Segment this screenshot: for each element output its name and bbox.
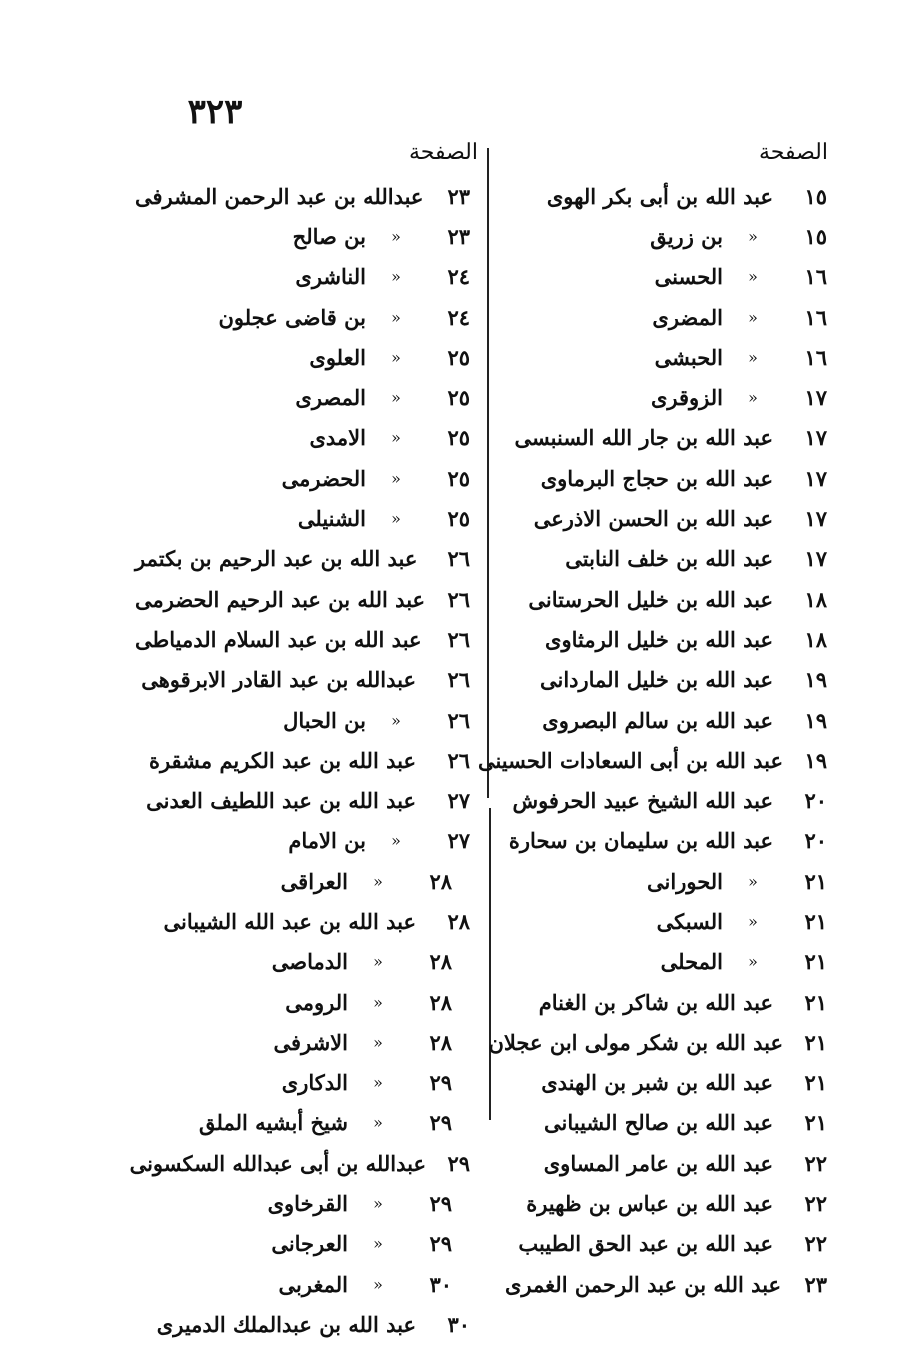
index-entry (135, 780, 470, 820)
entry-name: المغربى (278, 1271, 348, 1297)
ditto-mark: « (748, 226, 758, 246)
index-entry (505, 176, 827, 216)
entry-name: عبد الله بن عبد الله الشيبانى (163, 908, 416, 934)
index-entry (135, 579, 470, 619)
entry-page-number: ٢٨ (429, 1029, 452, 1055)
entry-page-number: ٢٧ (447, 788, 470, 814)
entry-page-number: ٢٣ (447, 183, 470, 209)
entry-name: عبدالله بن أبى عبدالله السكسونى (129, 1150, 426, 1176)
index-entry (505, 216, 827, 256)
entry-name: بن صالح (292, 223, 366, 249)
entry-page-number: ٢٥ (447, 465, 470, 491)
entry-name: بن قاضى عجلون (218, 304, 366, 330)
entry-name: الزوقرى (650, 385, 723, 411)
entry-page-number: ٢١ (804, 1070, 827, 1096)
ditto-mark: « (748, 307, 758, 327)
ditto-mark: « (373, 1032, 383, 1052)
index-entry (505, 1103, 827, 1143)
index-entry (488, 1022, 827, 1062)
entry-page-number: ١٧ (804, 385, 827, 411)
entry-name: الحسنى (654, 264, 723, 290)
index-entry (505, 257, 827, 297)
entry-name: عبد الله بن عبد الرحيم بن بكتمر (135, 546, 418, 572)
entry-page-number: ٢٩ (429, 1231, 452, 1257)
index-entry (505, 539, 827, 579)
entry-name: الحورانى (647, 868, 723, 894)
right-column (477, 176, 827, 1304)
entry-page-number: ١٨ (804, 626, 827, 652)
index-entry (505, 660, 827, 700)
entry-name: الامدى (309, 425, 366, 451)
ditto-mark: « (391, 509, 401, 529)
index-entry (135, 619, 470, 659)
entry-page-number: ٢٢ (804, 1231, 827, 1257)
entry-page-number: ١٨ (804, 586, 827, 612)
entry-name: عبد الله بن سالم البصروى (542, 707, 773, 733)
index-entry (135, 821, 470, 861)
entry-page-number: ١٧ (804, 546, 827, 572)
entry-page-number: ١٩ (804, 667, 827, 693)
entry-name: عبد الله بن الحسن الاذرعى (533, 506, 773, 532)
ditto-mark: « (373, 1274, 383, 1294)
ditto-mark: « (373, 1234, 383, 1254)
index-entry (505, 1143, 827, 1183)
entry-name: عبد الله بن خليل الرمثاوى (545, 626, 773, 652)
entry-name: عبد الله بن عبد الكريم مشقرة (148, 747, 416, 773)
entry-page-number: ٢٠ (804, 788, 827, 814)
index-entry (505, 821, 827, 861)
entry-page-number: ٢٦ (447, 747, 470, 773)
entry-page-number: ١٦ (804, 344, 827, 370)
entry-name: بن الحبال (283, 707, 366, 733)
index-entry (505, 942, 827, 982)
index-entry (135, 1022, 470, 1062)
left-column (129, 176, 470, 1345)
ditto-mark: « (391, 226, 401, 246)
index-entry (505, 619, 827, 659)
entry-name: العرجانى (271, 1231, 348, 1257)
entry-name: الدماصى (271, 949, 348, 975)
ditto-mark: « (391, 710, 401, 730)
entry-name: الحبشى (654, 344, 723, 370)
index-entry (135, 700, 470, 740)
entry-name: عبد الله بن شاكر بن الغنام (538, 989, 773, 1015)
entry-name: عبد الله بن خليل الحرستانى (528, 586, 773, 612)
ditto-mark: « (748, 267, 758, 287)
entry-page-number: ٢٩ (429, 1070, 452, 1096)
entry-name: عبد الله الشيخ عبيد الحرفوش (512, 788, 773, 814)
entry-name: شيخ أبشيه الملق (199, 1110, 348, 1136)
index-entry (505, 982, 827, 1022)
index-entry (505, 861, 827, 901)
left-column-header: الصفحة (408, 140, 478, 165)
entry-page-number: ٢٣ (447, 223, 470, 249)
entry-name: عبد الله بن عبد الحق الطيبب (518, 1231, 773, 1257)
index-entry (135, 1103, 470, 1143)
entry-name: عبد الله بن عبد الرحيم الحضرمى (135, 586, 426, 612)
entry-name: المضرى (652, 304, 723, 330)
index-entry (135, 216, 470, 256)
entry-page-number: ٢٤ (447, 304, 470, 330)
index-entry (505, 1183, 827, 1223)
index-entry (135, 539, 470, 579)
ditto-mark: « (373, 992, 383, 1012)
ditto-mark: « (391, 468, 401, 488)
entry-page-number: ٢٢ (804, 1150, 827, 1176)
index-entry (505, 901, 827, 941)
entry-name: عبد الله بن حجاج البرماوى (540, 465, 773, 491)
entry-name: بن زريق (650, 223, 723, 249)
entry-page-number: ٢٠ (804, 828, 827, 854)
entry-name: الاشرفى (273, 1029, 348, 1055)
index-entry (135, 1304, 470, 1344)
entry-page-number: ٢١ (804, 949, 827, 975)
entry-page-number: ١٦ (804, 304, 827, 330)
index-entry (505, 700, 827, 740)
entry-page-number: ٢٧ (447, 828, 470, 854)
index-entry (135, 1224, 470, 1264)
index-entry (505, 337, 827, 377)
entry-name: عبد الله بن عبد اللطيف العدنى (146, 788, 416, 814)
column-divider (487, 148, 489, 798)
ditto-mark: « (373, 1194, 383, 1214)
entry-page-number: ١٧ (804, 465, 827, 491)
entry-name: عبد الله بن صالح الشيبانى (544, 1110, 773, 1136)
entry-name: عبد الله بن عامر المساوى (543, 1150, 773, 1176)
entry-name: القرخاوى (267, 1191, 348, 1217)
index-entry (135, 176, 470, 216)
entry-page-number: ٢١ (804, 908, 827, 934)
ditto-mark: « (373, 952, 383, 972)
index-entry (129, 1143, 470, 1183)
entry-name: عبد الله بن عباس بن ظهيرة (526, 1191, 773, 1217)
ditto-mark: « (391, 831, 401, 851)
entry-name: بن الامام (288, 828, 366, 854)
entry-name: عبد الله بن أبى السعادات الحسينى (477, 747, 783, 773)
entry-name: عبد الله بن عبد السلام الدمياطى (135, 626, 422, 652)
index-entry (477, 740, 827, 780)
entry-name: عبد الله بن أبى بكر الهوى (546, 183, 773, 209)
ditto-mark: « (391, 307, 401, 327)
entry-name: عبد الله بن شكر مولى ابن عجلان (488, 1029, 783, 1055)
entry-page-number: ١٥ (804, 183, 827, 209)
index-entry (505, 297, 827, 337)
ditto-mark: « (748, 911, 758, 931)
entry-name: عبد الله بن جار الله السنبسى (514, 425, 773, 451)
entry-page-number: ٢٦ (447, 626, 470, 652)
ditto-mark: « (748, 347, 758, 367)
entry-page-number: ٢٥ (447, 344, 470, 370)
index-entry (135, 1183, 470, 1223)
column-divider (489, 808, 491, 1120)
index-entry (505, 1063, 827, 1103)
ditto-mark: « (748, 871, 758, 891)
ditto-mark: « (391, 428, 401, 448)
ditto-mark: « (373, 1113, 383, 1133)
entry-page-number: ١٩ (804, 707, 827, 733)
entry-name: المصرى (295, 385, 366, 411)
index-entry (135, 458, 470, 498)
index-entry (135, 1063, 470, 1103)
index-entry (505, 418, 827, 458)
index-entry (505, 1224, 827, 1264)
entry-page-number: ٢٦ (447, 707, 470, 733)
ditto-mark: « (373, 871, 383, 891)
entry-page-number: ٢٦ (447, 586, 470, 612)
entry-name: العراقى (280, 868, 348, 894)
index-entry (505, 498, 827, 538)
entry-page-number: ٢٨ (429, 868, 452, 894)
entry-page-number: ٢٨ (429, 989, 452, 1015)
entry-page-number: ٢٦ (447, 667, 470, 693)
entry-page-number: ٢٥ (447, 385, 470, 411)
entry-page-number: ٣٠ (429, 1271, 452, 1297)
entry-name: عبد الله بن خليل الماردانى (539, 667, 773, 693)
entry-page-number: ٢٥ (447, 506, 470, 532)
index-entry (135, 257, 470, 297)
entry-page-number: ٢٥ (447, 425, 470, 451)
entry-name: عبد الله بن شبر بن الهندى (541, 1070, 773, 1096)
entry-name: عبد الله بن خلف النابتى (565, 546, 773, 572)
entry-page-number: ١٧ (804, 506, 827, 532)
entry-page-number: ٢٣ (804, 1271, 827, 1297)
entry-name: عبدالله بن عبد القادر الابرقوهى (141, 667, 416, 693)
entry-name: عبد الله بن عبدالملك الدميرى (156, 1311, 416, 1337)
index-entry (135, 418, 470, 458)
index-entry (135, 740, 470, 780)
index-entry (505, 458, 827, 498)
entry-name: الشنيلى (297, 506, 366, 532)
index-entry (505, 1264, 827, 1304)
ditto-mark: « (748, 952, 758, 972)
index-entry (135, 901, 470, 941)
entry-name: الدكارى (281, 1070, 348, 1096)
entry-page-number: ٢٨ (429, 949, 452, 975)
ditto-mark: « (748, 388, 758, 408)
index-entry (135, 942, 470, 982)
entry-page-number: ١٥ (804, 223, 827, 249)
index-entry (135, 660, 470, 700)
ditto-mark: « (391, 388, 401, 408)
index-entry (135, 377, 470, 417)
entry-page-number: ٢١ (804, 989, 827, 1015)
entry-name: عبد الله بن سليمان بن سحارة (508, 828, 773, 854)
entry-name: الناشرى (295, 264, 366, 290)
entry-page-number: ٢٩ (429, 1191, 452, 1217)
ditto-mark: « (391, 267, 401, 287)
entry-name: المحلى (660, 949, 723, 975)
right-column-header: الصفحة (758, 140, 828, 165)
ditto-mark: « (391, 347, 401, 367)
entry-page-number: ٢١ (804, 1029, 827, 1055)
entry-page-number: ٢٨ (447, 908, 470, 934)
entry-name: السبكى (656, 908, 723, 934)
index-entry (135, 498, 470, 538)
entry-page-number: ٢٩ (447, 1150, 470, 1176)
entry-page-number: ٢٢ (804, 1191, 827, 1217)
entry-page-number: ٣٠ (447, 1311, 470, 1337)
entry-name: العلوى (309, 344, 366, 370)
index-entry (135, 982, 470, 1022)
entry-page-number: ١٧ (804, 425, 827, 451)
index-entry (505, 579, 827, 619)
entry-page-number: ٢٤ (447, 264, 470, 290)
entry-page-number: ٢٩ (429, 1110, 452, 1136)
index-entry (135, 1264, 470, 1304)
page-number: ٣٢٣ (187, 92, 243, 132)
entry-page-number: ٢١ (804, 1110, 827, 1136)
entry-name: الحضرمى (281, 465, 366, 491)
index-entry (135, 861, 470, 901)
index-entry (135, 297, 470, 337)
entry-page-number: ١٩ (804, 747, 827, 773)
entry-name: الرومى (285, 989, 348, 1015)
index-entry (135, 337, 470, 377)
entry-page-number: ٢١ (804, 868, 827, 894)
index-entry (505, 780, 827, 820)
index-entry (505, 377, 827, 417)
entry-page-number: ٢٦ (447, 546, 470, 572)
entry-page-number: ١٦ (804, 264, 827, 290)
entry-name: عبد الله بن عبد الرحمن الغمرى (505, 1271, 782, 1297)
entry-name: عبدالله بن عبد الرحمن المشرفى (135, 183, 424, 209)
ditto-mark: « (373, 1073, 383, 1093)
